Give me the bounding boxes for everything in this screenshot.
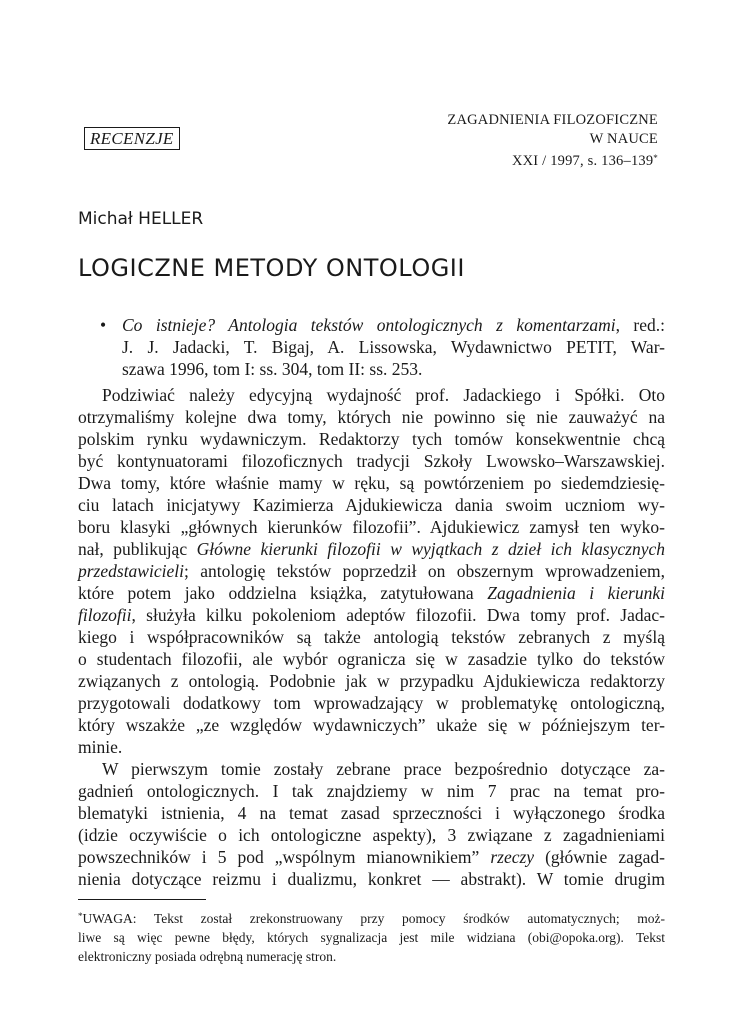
text-line: blematyki istnienia, 4 na temat zasad sprzeczności i wyłączonego środka <box>78 803 665 823</box>
bullet-icon: • <box>100 315 107 335</box>
text-line: o studentach filozofii, ale wybór ogranicza się w zasadzie tylko do tekstów <box>78 649 665 669</box>
footnote-line: liwe są więc pewne błędy, których sygnalizacja jest mile widziana (obi@opoka.org). Tekst <box>78 930 665 945</box>
paragraph-2 <box>78 758 665 890</box>
text-line: nał, publikując Główne kierunki filozofii w wyjątkach z dzieł ich klasycznych <box>78 539 665 559</box>
article-title: LOGICZNE METODY ONTOLOGII <box>78 254 465 282</box>
journal-name: ZAGADNIENIA FILOZOFICZNE <box>447 112 658 128</box>
text-line: być kontynuatorami filozoficznych tradycji Szkoły Lwowsko–Warszawskiej. <box>78 451 665 471</box>
text-line: które potem jako oddzielna książka, zatytułowana Zagadnienia i kierunki <box>78 583 665 603</box>
section-label-recenzje: RECENZJE <box>84 127 180 150</box>
journal-header <box>447 111 658 171</box>
text-line: przedstawicieli; antologię tekstów poprzedził on obszernym wprowadzeniem, <box>78 561 665 581</box>
footnote-divider <box>78 899 206 900</box>
footnote-marker: * <box>653 153 658 163</box>
paragraph-1 <box>78 384 665 758</box>
text-line: Podziwiać należy edycyjną wydajność prof. Jadackiego i Spółki. Oto <box>102 385 665 405</box>
text-line: związanych z ontologią. Podobnie jak w przypadku Ajdukiewicza redaktorzy <box>78 671 665 691</box>
text-line: boru klasyki „głównych kierunków filozofii”. Ajdukiewicz zamysł ten wyko- <box>78 517 665 537</box>
text-line: filozofii, służyła kilku pokoleniom adeptów filozofii. Dwa tomy prof. Jadac- <box>78 605 665 625</box>
cited-title: przedstawicieli <box>78 561 184 581</box>
journal-subtitle: W NAUCE <box>589 131 658 147</box>
text-line: Dwa tomy, które właśnie mamy w ręku, są powtórzeniem po siedemdziesię- <box>78 473 665 493</box>
text-line: polskim rynku wydawniczym. Redaktorzy tych tomów konsekwentnie chcą <box>78 429 665 449</box>
emphasis: rzeczy <box>490 847 535 867</box>
footnote-line: elektroniczny posiada odrębną numerację stron. <box>78 949 337 964</box>
text-line: minie. <box>78 737 123 757</box>
text-line: przygotowali dodatkowy tom wprowadzający w problematykę ontologiczną, <box>78 693 665 713</box>
cited-title: Główne kierunki filozofii w wyjątkach z dzieł ich klasycznych <box>196 539 665 559</box>
cited-title: filozofii <box>78 605 132 625</box>
text-line: powszechników i 5 pod „wspólnym mianownikiem” rzeczy (głównie zagad- <box>78 847 665 867</box>
article-body <box>78 384 665 890</box>
text-line: ciu latach inicjatywy Kazimierza Ajdukiewicza dania swoim uczniom wy- <box>78 495 665 515</box>
text-line: W pierwszym tomie zostały zebrane prace bezpośrednio dotyczące za- <box>102 759 665 779</box>
author-name: Michał HELLER <box>78 209 204 229</box>
bibliography-line: Co istnieje? Antologia tekstów ontologicznych z komentarzami, red.: <box>122 315 665 335</box>
text-line: (idzie oczywiście o ich ontologiczne aspekty), 3 związane z zagadnieniami <box>78 825 665 845</box>
text-line: nienia dotyczące reizmu i dualizmu, konkret — abstrakt). W tomie drugim <box>78 869 665 889</box>
text-line: kiego i współpracowników są także antologią tekstów zebranych z myślą <box>78 627 665 647</box>
footnote <box>78 907 665 966</box>
text-line: otrzymaliśmy kolejne dwa tomy, których nie powinno się nie zauważyć na <box>78 407 665 427</box>
bibliography-line: J. J. Jadacki, T. Bigaj, A. Lissowska, Wydawnictwo PETIT, War- <box>122 337 665 357</box>
footnote-line: *UWAGA: Tekst został zrekonstruowany przy pomocy środków automatycznych; moż- <box>78 911 665 926</box>
text-line: który wszakże „ze względów wydawniczych” ukaże się w późniejszym ter- <box>78 715 665 735</box>
journal-volume: XXI / 1997, s. 136–139* <box>511 153 658 169</box>
text-line: gadnień ontologicznych. I tak znajdziemy w nim 7 prac na temat pro- <box>78 781 665 801</box>
bibliography-line: szawa 1996, tom I: ss. 304, tom II: ss. 253. <box>122 359 423 379</box>
bibliography-item <box>100 314 665 380</box>
book-title: Co istnieje? Antologia tekstów ontologicznych z komentarzami <box>122 315 616 335</box>
cited-title: Zagadnienia i kierunki <box>487 583 665 603</box>
footnote-marker: * <box>78 911 83 921</box>
